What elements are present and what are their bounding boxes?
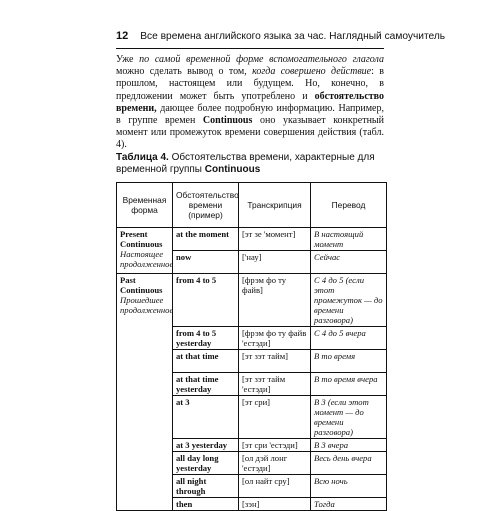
caption-bold-tail: Continuous <box>204 164 261 175</box>
transcription-cell: [зэн] <box>239 498 311 511</box>
running-header <box>116 30 446 42</box>
form-past-name: Past Continuous <box>120 275 163 295</box>
circ-cell: at that time yesterday <box>173 373 239 396</box>
translation-cell: Всю ночь <box>311 475 387 498</box>
header-translation: Перевод <box>311 183 387 228</box>
circ-cell: all night through <box>173 475 239 498</box>
table-row <box>117 274 387 327</box>
circ-cell: at 3 yesterday <box>173 439 239 452</box>
transcription-cell: [эт сри 'естэди] <box>239 439 311 452</box>
translation-cell: С 4 до 5 (если этот промежуток — до времени разговора) <box>311 274 387 327</box>
form-past-cell <box>117 274 173 511</box>
translation-cell: Сейчас <box>311 251 387 274</box>
para-text-2: можно сделать вывод о том, <box>116 66 253 78</box>
running-title: Все времена английского языка за час. Наглядный самоучитель <box>140 31 446 42</box>
body-paragraph <box>116 54 384 152</box>
para-text-4: дающее более подробную информацию. Например, в группе времен <box>116 102 384 127</box>
circ-cell: from 4 to 5 yesterday <box>173 327 239 350</box>
translation-cell: С 4 до 5 вчера <box>311 327 387 350</box>
circ-cell: now <box>173 251 239 274</box>
transcription-cell: [ол найт сру] <box>239 475 311 498</box>
para-italic-1: по самой временной форме вспомогательного глагола <box>139 54 384 65</box>
circ-cell: at that time <box>173 350 239 373</box>
page-number: 12 <box>116 30 129 42</box>
table-row <box>117 228 387 251</box>
table-header-row <box>117 183 387 228</box>
transcription-cell: [фрэм фо ту файв] <box>239 274 311 327</box>
translation-cell: Весь день вчера <box>311 452 387 475</box>
transcription-cell: [ол дэй лонг 'естэди] <box>239 452 311 475</box>
para-text-1: Уже <box>116 54 140 65</box>
circ-cell: at 3 <box>173 396 239 439</box>
transcription-cell: [эт зе 'момент] <box>239 228 311 251</box>
translation-cell: Тогда <box>311 498 387 511</box>
circ-cell: then <box>173 498 239 511</box>
para-bold-1: обстоятельство времени, <box>116 90 384 114</box>
translation-cell: В настоящий момент <box>311 228 387 251</box>
para-bold-2: Continuous <box>202 115 253 127</box>
table-caption <box>116 152 386 176</box>
para-italic-2: когда совершено действие <box>252 66 372 78</box>
translation-cell: В 3 вчера <box>311 439 387 452</box>
form-present-note: Настоящее продолженное <box>120 249 174 269</box>
para-text-3: : в прошлом, настоящем или будущем. Но, конечно, в предложении может быть употреблено и <box>116 66 385 102</box>
transcription-cell: ['нау] <box>239 251 311 274</box>
form-present-name: Present Continuous <box>120 229 163 249</box>
header-form: Временная форма <box>117 183 173 228</box>
circ-cell: at the moment <box>173 228 239 251</box>
para-text-5: оно указывает конкретный момент или промежуток времени совершения действия (табл. 4). <box>116 115 384 151</box>
translation-cell: В 3 (если этот момент — до времени разговора) <box>311 396 387 439</box>
transcription-cell: [эт зэт тайм 'естэди] <box>239 373 311 396</box>
header-rule <box>116 48 384 49</box>
translation-cell: В то время <box>311 350 387 373</box>
form-past-note: Прошедшее продолженное <box>120 295 174 315</box>
caption-lead: Таблица 4. <box>116 152 169 163</box>
circ-cell: from 4 to 5 <box>173 274 239 327</box>
circumstances-table <box>116 182 387 511</box>
transcription-cell: [фрэм фо ту файв 'естэди] <box>239 327 311 350</box>
transcription-cell: [эт сри] <box>239 396 311 439</box>
form-present-cell <box>117 228 173 274</box>
caption-text: Обстоятельства времени, характерные для временной группы <box>116 152 375 175</box>
header-transcription: Транскрипция <box>239 183 311 228</box>
transcription-cell: [эт зэт тайм] <box>239 350 311 373</box>
header-circumstance: Обстоятельство времени (пример) <box>173 183 239 228</box>
circ-cell: all day long yesterday <box>173 452 239 475</box>
translation-cell: В то время вчера <box>311 373 387 396</box>
